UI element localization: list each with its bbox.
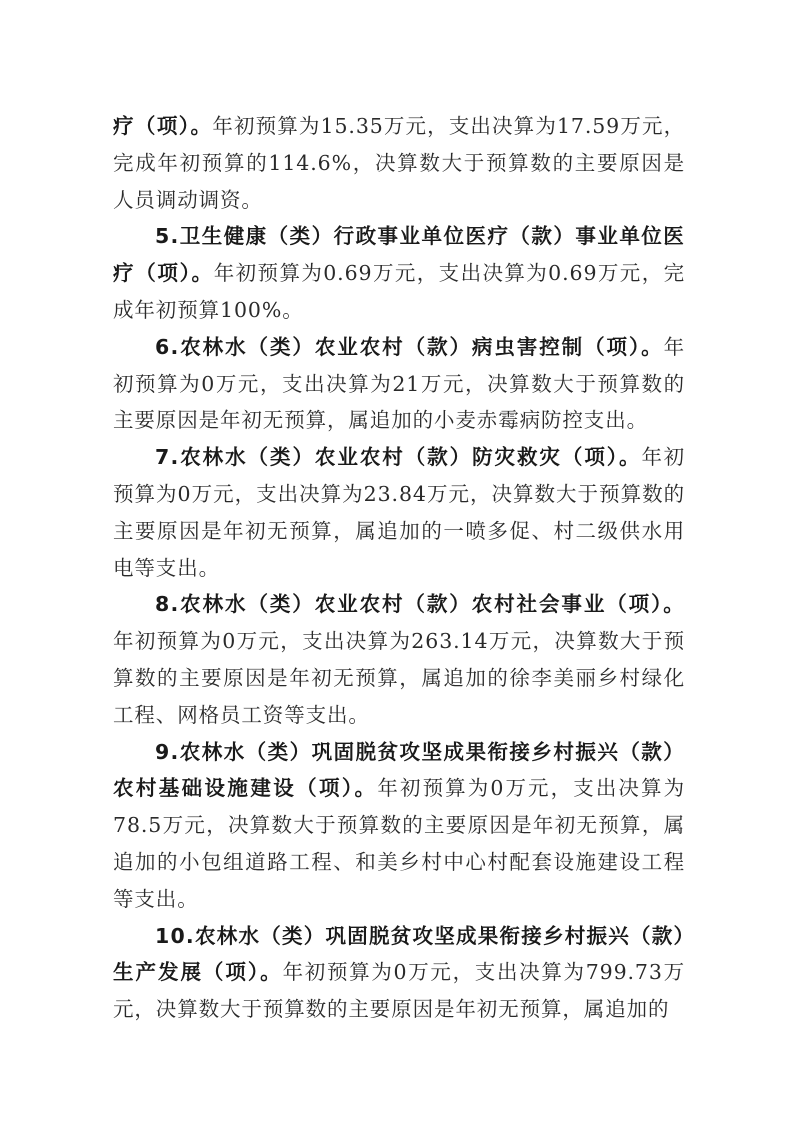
- paragraph-heading: 7.农林水（类）农业农村（款）防灾救灾（项）。: [155, 445, 642, 470]
- paragraph-body: 年初预算为0万元，支出决算为799.73万元，决算数大于预算数的主要原因是年初无预算，属追加的: [113, 960, 685, 1022]
- paragraph-body: 年初预算为0.69万元，支出决算为0.69万元，完成年初预算100%。: [113, 261, 686, 322]
- paragraph-heading: 疗（项）。: [113, 114, 213, 138]
- paragraph-item-7: [113, 439, 685, 586]
- paragraph-item-8: [113, 586, 685, 733]
- paragraph-item-9: [113, 734, 685, 918]
- document-page: [113, 108, 685, 1028]
- paragraph-body: 年初预算为0万元，支出决算为263.14万元，决算数大于预算数的主要原因是年初无预算，属追加的徐李美丽乡村绿化工程、网格员工资等支出。: [113, 629, 685, 727]
- paragraph-item-6: [113, 329, 685, 439]
- paragraph-heading: 8.农林水（类）农业农村（款）农村社会事业（项）。: [155, 592, 685, 617]
- paragraph-heading: 5.卫生健康（类）行政事业单位医疗（款）事业单位医疗（项）。: [113, 224, 685, 286]
- paragraph-continued-item-4: [113, 108, 685, 218]
- paragraph-heading: 6.农林水（类）农业农村（款）病虫害控制（项）。: [155, 334, 664, 359]
- paragraph-body: 年初预算为15.35万元，支出决算为17.59万元，完成年初预算的114.6%，决算数大于预算数的主要原因是人员调动调资。: [113, 114, 686, 212]
- paragraph-body: 年初预算为0万元，支出决算为23.84万元，决算数大于预算数的主要原因是年初无预算，属追加的一喷多促、村二级供水用电等支出。: [113, 445, 685, 580]
- paragraph-heading: 10.农林水（类）巩固脱贫攻坚成果衔接乡村振兴（款）生产发展（项）。: [113, 923, 685, 985]
- paragraph-item-5: [113, 218, 685, 328]
- paragraph-item-10: [113, 918, 685, 1028]
- paragraph-body: 年初预算为0万元，支出决算为78.5万元，决算数大于预算数的主要原因是年初无预算，属追加的小包组道路工程、和美乡村中心村配套设施建设工程等支出。: [113, 776, 685, 911]
- paragraph-heading: 9.农林水（类）巩固脱贫攻坚成果衔接乡村振兴（款）农村基础设施建设（项）。: [113, 739, 685, 801]
- paragraph-body: 年初预算为0万元，支出决算为21万元，决算数大于预算数的主要原因是年初无预算，属追加的小麦赤霉病防控支出。: [113, 334, 685, 433]
